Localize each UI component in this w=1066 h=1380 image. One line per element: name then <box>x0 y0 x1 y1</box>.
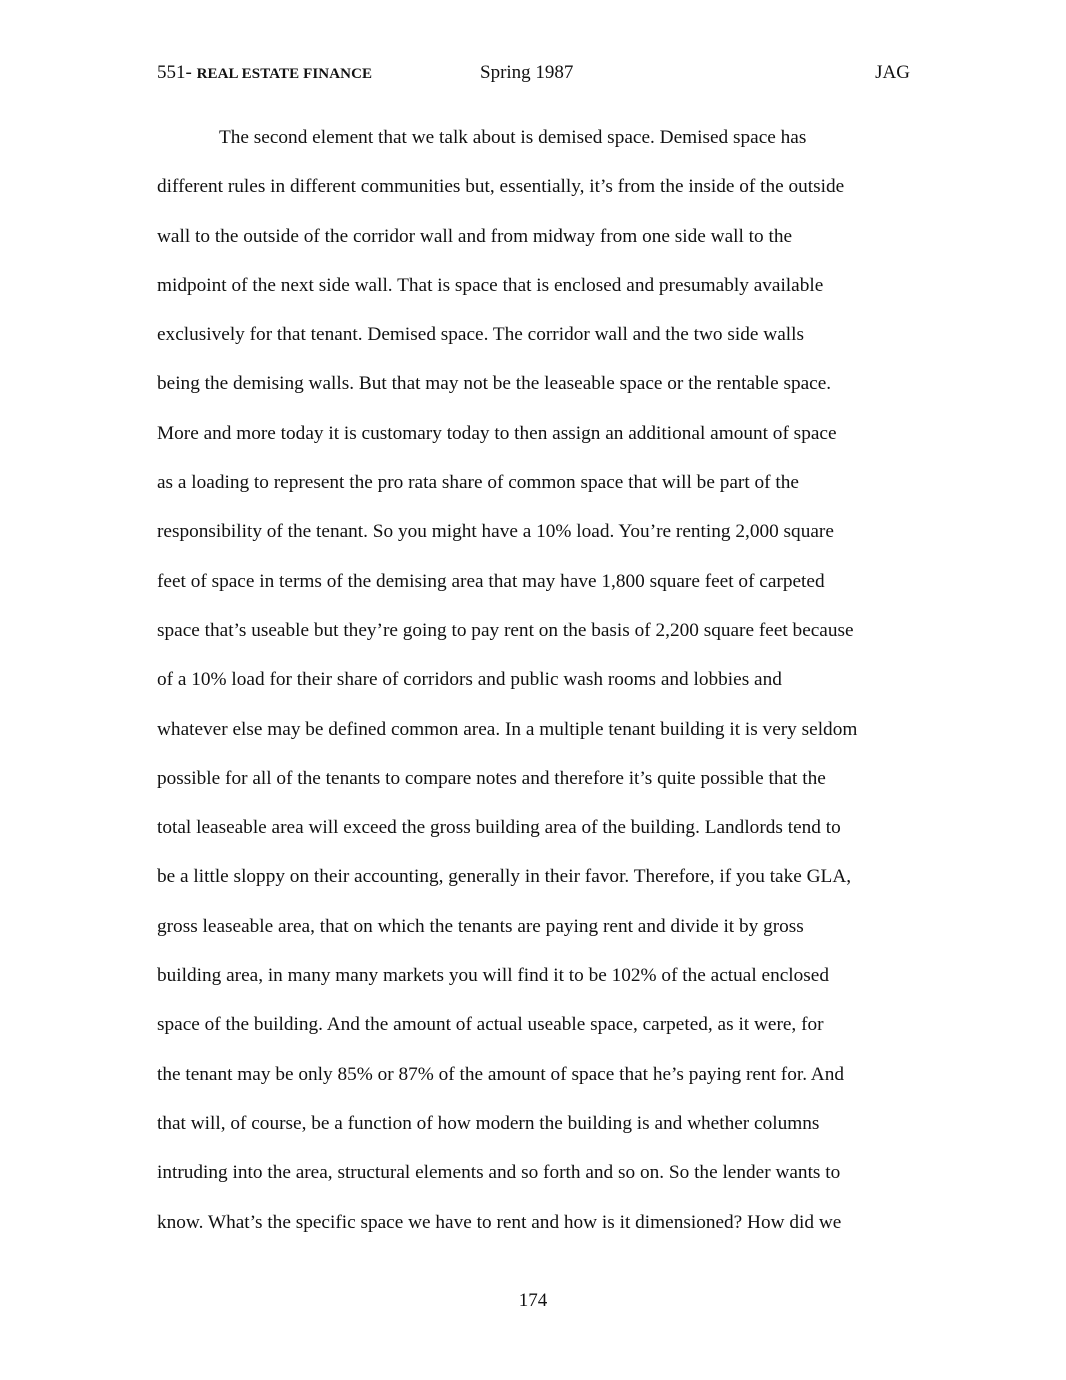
text-line: of a 10% load for their share of corridors and public wash rooms and lobbies and <box>157 669 782 691</box>
text-line: space that’s useable but they’re going to pay rent on the basis of 2,200 square feet because <box>157 619 854 641</box>
page-header <box>157 62 910 90</box>
text-line: whatever else may be defined common area. In a multiple tenant building it is very seldom <box>157 718 858 740</box>
text-line: building area, in many many markets you will find it to be 102% of the actual enclosed <box>157 965 829 987</box>
text-line: intruding into the area, structural elements and so forth and so on. So the lender wants to <box>157 1162 841 1184</box>
text-line: total leaseable area will exceed the gross building area of the building. Landlords tend to <box>157 817 841 839</box>
text-line: midpoint of the next side wall. That is space that is enclosed and presumably available <box>157 274 824 296</box>
text-line: The second element that we talk about is demised space. Demised space has <box>219 127 807 148</box>
term: Spring 1987 <box>480 62 574 83</box>
text-line: as a loading to represent the pro rata share of common space that will be part of the <box>157 472 799 494</box>
text-line: different rules in different communities but, essentially, it’s from the inside of the outside <box>157 176 845 198</box>
text-line: being the demising walls. But that may not be the leaseable space or the rentable space. <box>157 373 832 395</box>
text-line: feet of space in terms of the demising area that may have 1,800 square feet of carpeted <box>157 570 825 592</box>
course-name: REAL ESTATE FINANCE <box>196 66 373 82</box>
text-line: space of the building. And the amount of actual useable space, carpeted, as it were, for <box>157 1014 824 1036</box>
text-line: gross leaseable area, that on which the tenants are paying rent and divide it by gross <box>157 915 804 937</box>
text-line: the tenant may be only 85% or 87% of the amount of space that he’s paying rent for. And <box>157 1063 844 1085</box>
course-title <box>157 62 372 84</box>
text-line: More and more today it is customary today to then assign an additional amount of space <box>157 422 837 444</box>
page-number: 174 <box>518 1290 548 1311</box>
text-line: that will, of course, be a function of how modern the building is and whether columns <box>157 1112 820 1134</box>
text-line: be a little sloppy on their accounting, generally in their favor. Therefore, if you take GLA, <box>157 866 852 888</box>
course-number: 551- <box>157 62 192 83</box>
text-line: responsibility of the tenant. So you might have a 10% load. You’re renting 2,000 square <box>157 521 834 543</box>
text-line: exclusively for that tenant. Demised space. The corridor wall and the two side walls <box>157 324 804 346</box>
text-line: wall to the outside of the corridor wall and from midway from one side wall to the <box>157 225 793 247</box>
text-line: possible for all of the tenants to compare notes and therefore it’s quite possible that the <box>157 767 826 789</box>
body-paragraph <box>157 120 917 1254</box>
text-line: know. What’s the specific space we have to rent and how is it dimensioned? How did we <box>157 1211 842 1233</box>
author-initials: JAG <box>875 62 910 83</box>
